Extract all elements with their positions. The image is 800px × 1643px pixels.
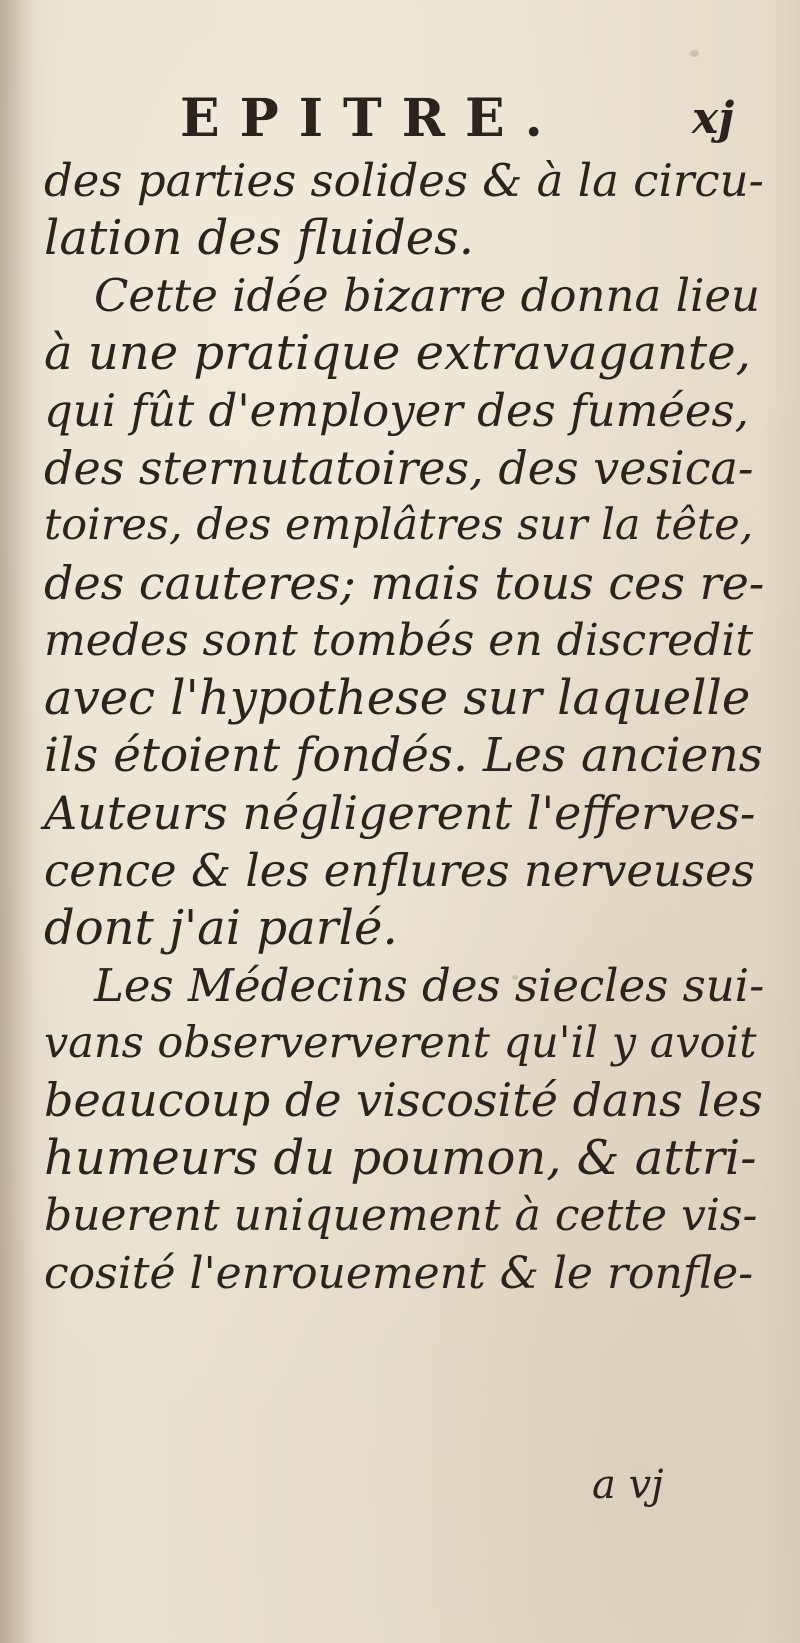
running-title: EPITRE. [180,88,563,149]
text-line: dont j'ai parlé. [44,899,398,956]
text-line: ils étoient fondés. Les anciens [44,728,763,783]
text-line: humeurs du poumon, & attri- [44,1129,757,1186]
text-line: lation des fluides. [44,209,475,266]
body-text [44,152,764,1302]
binding-shadow [0,0,34,1643]
text-line: à une pratique extravagante, [44,324,751,381]
text-line: des cauteres; mais tous ces re- [44,555,765,610]
text-line: vans obserververent qu'il y avoit [44,1017,757,1068]
signature-catchword: a vj [592,1462,664,1508]
text-line: cence & les enflures nerveuses [44,844,755,897]
text-line: buerent uniquement à cette vis- [44,1190,758,1241]
text-line: des parties solides & à la circu- [44,154,764,207]
text-line: qui fût d'employer des fumées, [44,384,749,437]
running-head [0,84,800,154]
folio-number: xj [692,93,735,144]
text-line: Cette idée bizarre donna lieu [94,269,761,322]
text-line: medes sont tombés en discredit [44,615,754,666]
text-line: Auteurs négligerent l'efferves- [44,785,756,840]
text-line: avec l'hypothese sur laquelle [44,669,751,726]
text-line: Les Médecins des siecles sui- [94,959,765,1012]
text-line: des sternutatoires, des vesica- [44,440,754,495]
text-line: toires, des emplâtres sur la tête, [44,500,754,550]
text-line: beaucoup de viscosité dans les [44,1073,763,1127]
paper-speck [690,50,699,57]
text-line: cosité l'enrouement & le ronfle- [44,1247,754,1299]
